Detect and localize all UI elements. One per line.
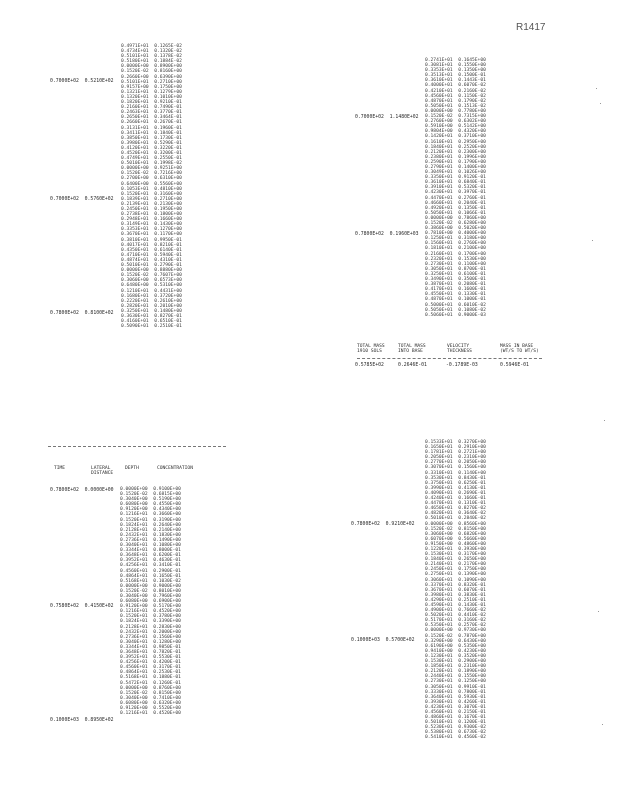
data-row: 0.9804E+00 0.4320E+00	[425, 129, 486, 135]
data-row: 0.4920E+01 0.1350E-01	[425, 205, 486, 211]
data-row: 0.3081E+01 0.1550E+00	[425, 63, 486, 69]
data-row: 0.0000E+00 0.9000E+00	[120, 583, 181, 589]
data-row: 0.1530E+01 0.3170E+00	[425, 552, 486, 558]
column-header-time: TIME	[54, 466, 66, 471]
data-row: 0.1520E-02 0.8150E+00	[425, 526, 486, 532]
data-row: 0.2380E+01 0.1996E+00	[425, 154, 486, 160]
data-row: 0.4470E+01 0.1310E-01	[425, 501, 486, 507]
data-row: 0.4210E+01 0.2160E-02	[425, 88, 486, 94]
data-row: 0.1216E+01 0.4520E+00	[120, 609, 181, 615]
data-row: 0.3049E+01 0.1026E+00	[425, 170, 486, 176]
data-row: 0.3640E+01 0.5930E-01	[425, 694, 486, 700]
data-row: 0.2050E+01 0.2310E+00	[425, 455, 486, 461]
data-row: 0.4017E+01 0.8210E-01	[121, 242, 182, 248]
data-row: 0.2160E+01 0.7490E-01	[121, 105, 182, 111]
data-row: 0.4160E+01 0.6510E-01	[121, 319, 182, 325]
data-row: 0.3850E+01 0.1730E-01	[121, 135, 182, 141]
data-row: 0.4090E+01 0.2690E-01	[425, 490, 486, 496]
data-row: 0.3131E+01 0.1960E-01	[121, 125, 182, 131]
data-row: 0.3149E+01 0.1430E+00	[121, 222, 182, 228]
data-row: 0.3050E+01 0.9910E-01	[425, 684, 486, 690]
data-row: 0.3330E+01 0.7800E-01	[425, 689, 486, 695]
scan-speck	[592, 240, 593, 241]
data-row: 0.1680E+01 0.3720E+00	[121, 293, 182, 299]
data-row: 0.4470E+01 0.2760E-01	[425, 195, 486, 201]
data-row: 0.5101E+01 0.1378E-02	[121, 54, 182, 60]
data-row: 0.1650E+01 0.2910E+00	[425, 445, 486, 451]
data-row: 0.4520E+01 0.3200E-01	[121, 150, 182, 156]
bottom-right-row-label-a: 0.7800E+02 0.9210E+02	[351, 522, 415, 527]
data-row: 0.2120E+01 0.1890E+00	[425, 669, 486, 675]
data-row: 0.1520E-02 0.6815E+00	[120, 492, 181, 498]
top-right-row-label-b: 0.7800E+02 0.1960E+03	[355, 232, 419, 237]
data-row: 0.6080E+00 0.4550E+00	[120, 502, 181, 508]
data-row: 0.3060E+01 0.1090E+00	[425, 577, 486, 583]
bottom-left-row-label-b: 0.7580E+02 0.4150E+02	[50, 604, 114, 609]
data-row: 0.0000E+00 0.8560E+00	[425, 521, 486, 527]
data-row: 0.1781E+01 0.2721E+00	[425, 450, 486, 456]
data-row: 0.3980E+01 0.3830E-01	[425, 592, 486, 598]
data-row: 0.6080E+00 0.6900E+00	[120, 599, 181, 605]
data-row: 0.0000E+00 0.9100E+00	[120, 487, 181, 492]
data-row: 0.1840E+01 0.2650E+00	[425, 557, 486, 563]
data-row: 0.3670E+01 0.6070E-01	[425, 587, 486, 593]
data-row: 0.1520E-02 0.8010E+00	[120, 588, 181, 594]
data-row: 0.1320E+01 0.1010E+00	[121, 94, 182, 100]
data-row: 0.1520E-02 0.7315E+00	[425, 114, 486, 120]
data-row: 0.1520E+01 0.3190E+00	[120, 517, 181, 523]
data-row: 0.3250E+01 0.1480E+00	[121, 308, 182, 314]
data-row: 0.1520E-02 0.7216E+00	[121, 171, 182, 177]
scan-speck	[596, 88, 597, 89]
summary-separator	[357, 358, 542, 359]
data-row: 0.5170E+01 0.3160E-02	[425, 618, 486, 624]
data-row: 0.4660E+01 0.2040E-01	[425, 200, 486, 206]
data-row: 0.5050E+01 0.1080E-02	[425, 307, 486, 313]
summary-value-velocity: -0.1789E-03	[446, 363, 478, 368]
data-row: 0.3910E+01 0.5320E-01	[425, 185, 486, 191]
data-row: 0.1520E-02 0.6280E+00	[425, 221, 486, 226]
top-left-row-label-c: 0.7800E+02 0.8100E+02	[50, 311, 114, 316]
bottom-left-row-label-a: 0.7800E+02 0.0000E+00	[50, 488, 114, 493]
data-row: 0.3050E+01 0.8700E-01	[425, 266, 486, 272]
data-row: 0.2450E+01 0.1750E+00	[425, 567, 486, 573]
summary-header-velocity: VELOCITY THICKNESS	[447, 344, 472, 355]
data-row: 0.5010E+01 0.1200E-01	[425, 720, 486, 726]
data-row: 0.0000E+00 0.9730E+00	[425, 628, 486, 634]
data-row: 0.4350E+01 0.6140E-01	[121, 247, 182, 253]
summary-header-total-mass: TOTAL MASS 1910 SOLS	[357, 344, 385, 355]
data-row: 0.1560E+01 0.2760E+00	[425, 241, 486, 247]
data-row: 0.1321E+01 0.1279E+00	[121, 89, 182, 95]
data-row: 0.2770E+01 0.2050E+00	[425, 460, 486, 466]
data-row: 0.3630E+01 0.8270E-01	[121, 313, 182, 319]
data-row: 0.6070E+00 0.5660E+00	[425, 536, 486, 542]
data-row: 0.1250E+01 0.3180E+00	[425, 236, 486, 242]
data-row: 0.3980E+01 0.5290E-01	[121, 140, 182, 146]
data-row: 0.3350E+01 0.9120E-01	[425, 175, 486, 181]
data-row: 0.4650E+01 0.8270E-02	[425, 506, 486, 512]
data-row: 0.2948E+01 0.1660E+00	[121, 217, 182, 223]
data-row: 0.0000E+00 0.8880E+00	[121, 268, 182, 274]
data-row: 0.2463E+01 0.3770E-01	[121, 110, 182, 116]
data-row: 0.0000E+00 0.7780E+00	[425, 108, 486, 114]
data-row: 0.4560E+01 0.1150E-02	[425, 93, 486, 99]
data-row: 0.1210E+01 0.4431E+00	[121, 288, 182, 294]
data-row: 0.3070E+01 0.1560E+00	[425, 465, 486, 471]
data-row: 0.4256E+01 0.4200E-01	[120, 660, 181, 666]
data-row: 0.4000E+01 0.6070E-02	[425, 83, 486, 89]
bottom-left-row-label-c: 0.1000E+03 0.8950E+02	[50, 718, 114, 723]
data-row: 0.2738E+01 0.1800E+00	[121, 212, 182, 218]
data-row: 0.3952E+01 0.4630E-01	[120, 558, 181, 564]
data-row: 0.5168E+01 0.1030E-02	[120, 578, 181, 584]
data-row: 0.1820E+01 0.9210E-01	[121, 100, 182, 106]
data-row: 0.3040E+01 0.1280E+00	[120, 639, 181, 645]
data-row: 0.1840E+01 0.2520E+00	[425, 144, 486, 150]
data-row: 0.1530E+01 0.2900E+00	[425, 659, 486, 665]
data-row: 0.2140E+01 0.2170E+00	[425, 562, 486, 568]
data-row: 0.1610E+01 0.2950E+00	[425, 139, 486, 145]
data-row: 0.6080E+00 0.6320E+00	[120, 700, 181, 706]
scan-speck	[604, 420, 605, 421]
summary-value-mass-into-base: 0.2646E-01	[398, 363, 427, 368]
data-row: 0.3990E+01 0.4130E-01	[425, 485, 486, 491]
data-row: 0.1420E+01 0.3710E+00	[425, 134, 486, 140]
data-row: 0.5230E+01 0.9300E-02	[425, 725, 486, 731]
data-row: 0.4550E+01 0.1330E-01	[425, 292, 486, 298]
data-row: 0.2590E+01 0.1790E+00	[425, 159, 486, 165]
data-row: 0.4120E+01 0.3220E-01	[121, 145, 182, 151]
top-left-row-label-a: 0.7000E+02 0.5210E+02	[50, 79, 114, 84]
data-row: 0.2139E+01 0.2130E+00	[121, 201, 182, 207]
data-row: 0.5090E+01 0.2510E-01	[121, 324, 182, 330]
data-row: 0.3353E+01 0.1350E+00	[425, 68, 486, 74]
summary-header-mass-into-base: TOTAL MASS INTO BASE	[398, 344, 426, 355]
data-row: 0.1053E+01 0.4810E+00	[121, 186, 182, 192]
data-row: 0.1850E+01 0.2310E+00	[425, 664, 486, 670]
data-row: 0.0000E+00 0.9251E+00	[121, 166, 182, 172]
data-row: 0.1520E+01 0.3160E+00	[121, 191, 182, 197]
data-row: 0.5410E+01 0.4560E-02	[425, 735, 486, 741]
data-row: 0.3610E+01 0.6840E-01	[425, 180, 486, 186]
bottom-left-top-rule	[48, 446, 226, 447]
data-row: 0.1520E-02 0.7870E+00	[425, 633, 486, 639]
data-row: 0.2730E+01 0.1100E+00	[425, 261, 486, 267]
data-row: 0.1520E+01 0.3780E+00	[120, 614, 181, 620]
data-row: 0.5010E+01 0.2790E-01	[121, 263, 182, 269]
data-row: 0.2320E+01 0.1530E+00	[425, 256, 486, 262]
data-row: 0.3344E+01 0.8000E-01	[120, 548, 181, 554]
data-row: 0.3648E+01 0.7820E-01	[120, 650, 181, 655]
data-row: 0.2432E+01 0.1830E+00	[120, 532, 181, 538]
data-row: 0.4590E+01 0.1430E-01	[425, 603, 486, 608]
data-row: 0.4860E+01 0.1670E-01	[425, 715, 486, 721]
data-row: 0.3060E+00 0.6573E+00	[121, 278, 182, 284]
data-row: 0.2128E+01 0.2140E+00	[120, 527, 181, 533]
data-row: 0.9410E+00 0.4230E+00	[425, 648, 486, 654]
column-header-concentration: CONCENTRATION	[157, 466, 193, 471]
data-row: 0.3310E+01 0.1140E+00	[425, 470, 486, 476]
data-row: 0.2741E+01 0.1645E+00	[425, 58, 486, 63]
data-row: 0.2450E+01 0.1950E+00	[121, 207, 182, 212]
data-row: 0.6190E+00 0.5350E+00	[425, 643, 486, 649]
data-row: 0.7810E+00 0.4000E+00	[425, 231, 486, 237]
data-row: 0.1810E+01 0.2100E+00	[425, 246, 486, 252]
data-row: 0.4230E+01 0.3070E-01	[425, 704, 486, 710]
data-row: 0.5050E+01 0.1513E-02	[425, 103, 486, 109]
data-row: 0.3040E+01 0.1080E+00	[120, 543, 181, 549]
data-row: 0.2220E+01 0.2610E+00	[121, 298, 182, 304]
data-row: 0.2650E+01 0.3464E-01	[121, 115, 182, 121]
data-row: 0.3040E+00 0.7410E+00	[120, 695, 181, 701]
data-row: 0.4710E+01 0.5940E-01	[121, 252, 182, 258]
data-row: 0.4820E+01 0.3640E-02	[425, 511, 486, 517]
data-row: 0.2120E+01 0.2300E+00	[425, 149, 486, 155]
data-row: 0.3040E+00 0.5190E+00	[120, 497, 181, 503]
data-row: 0.4290E+01 0.2510E-01	[425, 597, 486, 603]
data-row: 0.3040E+00 0.7960E+00	[120, 593, 181, 599]
top-right-data-column	[425, 58, 486, 318]
data-row: 0.5010E+01 0.2840E-02	[425, 516, 486, 522]
data-row: 0.1216E+01 0.4520E+00	[120, 711, 181, 717]
summary-header-mass-in-base: MASS IN BASE (WT/S TO WT/S)	[500, 344, 539, 355]
data-row: 0.0000E+00 0.8900E+00	[121, 64, 182, 70]
data-row: 0.2750E+01 0.1390E+00	[425, 572, 486, 578]
data-row: 0.0000E+00 0.8760E+00	[120, 685, 181, 691]
page-identifier: R1417	[516, 22, 546, 33]
data-row: 0.1839E+01 0.2710E+00	[121, 196, 182, 202]
summary-value-mass-in-base: 0.5946E-01	[500, 363, 529, 368]
data-row: 0.3513E+01 0.1500E-01	[425, 73, 486, 79]
data-row: 0.5101E+01 0.2710E+00	[121, 79, 182, 85]
column-header-lateral-distance: LATERAL DISTANCE	[91, 466, 114, 477]
data-row: 0.1520E-02 0.8160E+00	[121, 69, 182, 75]
data-row: 0.2820E+01 0.2010E+00	[121, 303, 182, 309]
data-row: 0.3290E+00 0.6430E+00	[425, 638, 486, 644]
bottom-right-row-label-b: 0.1000E+03 0.5700E+02	[351, 638, 415, 643]
data-row: 0.4870E+01 0.1000E-01	[425, 297, 486, 303]
data-row: 0.3670E+01 0.1170E+00	[121, 232, 182, 238]
data-row: 0.2730E+01 0.1250E+00	[425, 679, 486, 685]
data-row: 0.2432E+01 0.2000E+00	[120, 629, 181, 635]
data-row: 0.5168E+01 0.1880E-01	[120, 675, 181, 681]
data-row: 0.4971E+01 0.1265E-02	[121, 44, 182, 49]
data-row: 0.1216E+01 0.3660E+00	[120, 512, 181, 518]
data-row: 0.5020E+01 0.4410E-02	[425, 613, 486, 619]
data-row: 0.4864E+01 0.2530E-01	[120, 670, 181, 676]
data-row: 0.3610E+01 0.1443E-01	[425, 78, 486, 84]
data-row: 0.9120E+00 0.5170E+00	[120, 604, 181, 610]
data-row: 0.3530E+01 0.8430E-01	[425, 475, 486, 481]
top-left-row-label-b: 0.7000E+02 0.5760E+02	[50, 197, 114, 202]
data-row: 0.4749E+01 0.2550E-01	[121, 156, 182, 162]
data-row: 0.3648E+01 0.6200E-01	[120, 553, 181, 559]
data-row: 0.1520E-02 0.8150E+00	[120, 690, 181, 696]
data-row: 0.5180E+01 0.1884E-02	[121, 59, 182, 65]
data-row: 0.1824E+01 0.3390E+00	[120, 619, 181, 625]
data-row: 0.3860E+00 0.5020E+00	[425, 226, 486, 232]
data-row: 0.1220E+01 0.3930E+00	[425, 546, 486, 552]
data-row: 0.3930E+01 0.4260E-01	[425, 699, 486, 705]
data-row: 0.4256E+01 0.3410E-01	[120, 563, 181, 569]
data-row: 0.2160E+01 0.1700E+00	[425, 251, 486, 257]
data-row: 0.3490E+01 0.3500E-01	[425, 277, 486, 283]
data-row: 0.1520E-02 0.7607E+00	[121, 273, 182, 279]
data-row: 0.9157E+00 0.1750E+00	[121, 84, 182, 90]
bottom-right-data-column	[425, 440, 486, 741]
data-row: 0.5050E+01 0.1066E-01	[425, 210, 486, 216]
data-row: 0.5010E+01 0.1998E-02	[121, 161, 182, 167]
data-row: 0.5350E+01 0.2570E-02	[425, 623, 486, 629]
scan-speck	[598, 611, 599, 612]
data-row: 0.4864E+01 0.1650E-01	[120, 573, 181, 579]
data-row: 0.4734E+01 0.1320E-02	[121, 49, 182, 55]
data-row: 0.1230E+01 0.3520E+00	[425, 653, 486, 659]
data-row: 0.4560E+01 0.2900E-01	[120, 568, 181, 574]
scan-speck	[602, 724, 603, 725]
data-row: 0.3353E+01 0.1270E+00	[121, 227, 182, 233]
data-row: 0.1533E+01 0.3270E+00	[425, 440, 486, 445]
data-row: 0.4560E+01 0.3170E-01	[120, 665, 181, 671]
data-row: 0.3952E+01 0.5530E-01	[120, 655, 181, 661]
summary-value-total-mass: 0.5785E+02	[355, 363, 384, 368]
data-row: 0.2660E+01 0.2670E-01	[121, 120, 182, 126]
data-row: 0.5000E+01 0.6010E-02	[425, 302, 486, 308]
data-row: 0.3250E+01 0.6100E-01	[425, 271, 486, 277]
data-row: 0.4560E+01 0.2150E-01	[425, 709, 486, 715]
data-row: 0.2440E+01 0.1550E+00	[425, 674, 486, 680]
data-row: 0.2736E+01 0.1490E+00	[120, 537, 181, 543]
data-row: 0.2790E+01 0.1400E+00	[425, 164, 486, 170]
data-row: 0.5910E+00 0.5142E+00	[425, 124, 486, 130]
data-row: 0.1824E+01 0.2640E+00	[120, 522, 181, 528]
data-row: 0.6400E+00 0.5560E+00	[121, 181, 182, 187]
data-row: 0.5060E+01 0.9000E-03	[425, 312, 486, 318]
data-row: 0.4240E+01 0.1660E-01	[425, 496, 486, 502]
data-row: 0.3344E+01 0.9850E-01	[120, 644, 181, 650]
bottom-left-data-column	[120, 487, 181, 716]
data-row: 0.3810E+01 0.9950E-01	[121, 237, 182, 243]
scan-speck	[600, 103, 601, 104]
data-row: 0.2700E+00 0.6310E+00	[121, 176, 182, 182]
data-row: 0.2760E+00 0.6302E+00	[425, 119, 486, 125]
data-row: 0.2128E+01 0.2830E+00	[120, 624, 181, 630]
data-row: 0.3411E+01 0.1840E-01	[121, 130, 182, 136]
data-row: 0.5380E+01 0.6730E-02	[425, 730, 486, 736]
data-row: 0.2660E+00 0.6390E+00	[121, 74, 182, 80]
data-row: 0.3750E+01 0.6250E-01	[425, 480, 486, 486]
data-row: 0.4900E+01 0.7660E-02	[425, 608, 486, 614]
data-row: 0.2736E+01 0.1560E+00	[120, 634, 181, 640]
data-row: 0.9150E+00 0.4860E+00	[425, 541, 486, 547]
top-right-row-label-a: 0.7000E+02 1.1480E+02	[355, 115, 419, 120]
data-row: 0.4870E+01 0.1790E-02	[425, 98, 486, 104]
data-row: 0.3370E+01 0.8320E-01	[425, 582, 486, 588]
data-row: 0.4230E+01 0.3970E-01	[425, 190, 486, 196]
top-left-data-column	[121, 44, 182, 329]
data-row: 0.6480E+00 0.5310E+00	[121, 283, 182, 289]
data-row: 0.9120E+00 0.5520E+00	[120, 706, 181, 712]
data-row: 0.4170E+01 0.1600E-01	[425, 287, 486, 293]
data-row: 0.9120E+00 0.4340E+00	[120, 507, 181, 513]
data-row: 0.5472E+01 0.1260E-01	[120, 680, 181, 686]
data-row: 0.0000E+00 0.7860E+00	[425, 215, 486, 221]
data-row: 0.3870E+01 0.2080E-01	[425, 282, 486, 288]
data-row: 0.4874E+01 0.4310E-01	[121, 257, 182, 263]
data-row: 0.3060E+00 0.6820E+00	[425, 531, 486, 537]
column-header-depth: DEPTH	[125, 466, 139, 471]
